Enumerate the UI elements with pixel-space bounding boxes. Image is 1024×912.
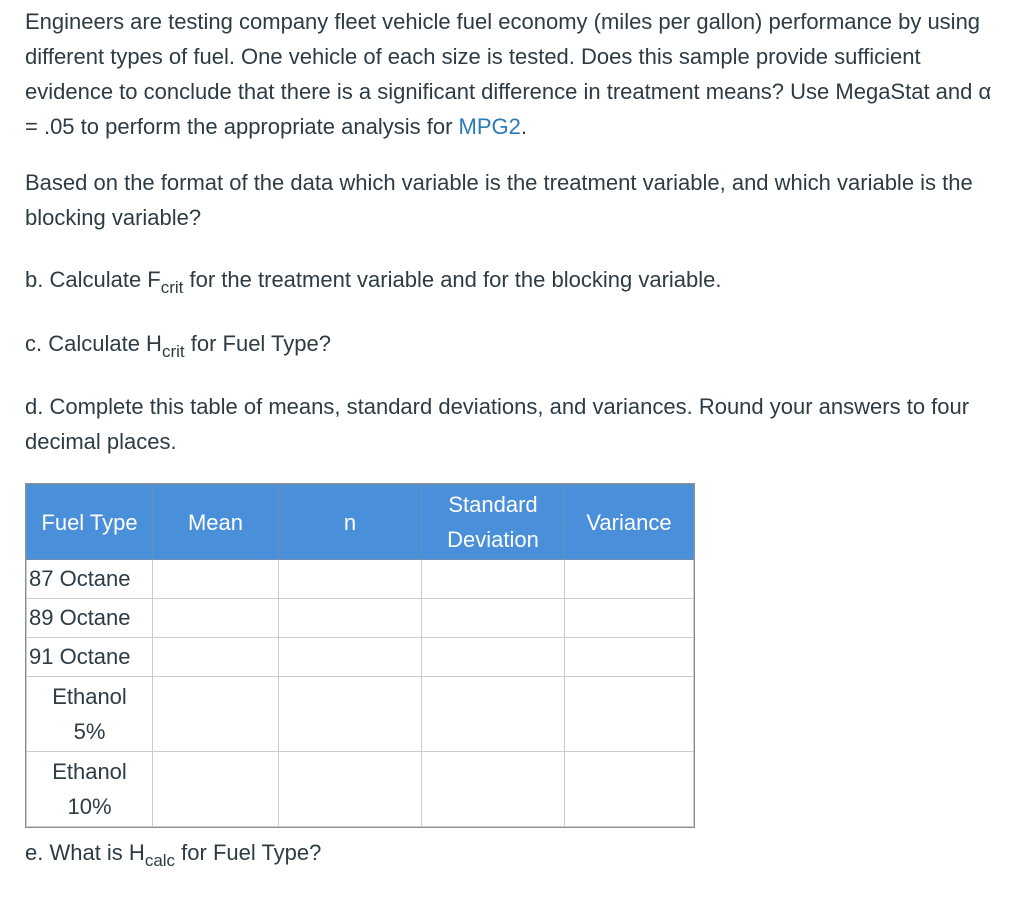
fuel-line1: Ethanol [52, 759, 127, 784]
mean-input-cell[interactable] [153, 638, 279, 677]
fuel-cell: 91 Octane [27, 638, 153, 677]
table-row [27, 677, 694, 752]
variance-input-cell[interactable] [565, 677, 694, 752]
n-input-cell[interactable] [279, 560, 422, 599]
n-input-cell[interactable] [279, 677, 422, 752]
variance-input-cell[interactable] [565, 560, 694, 599]
fuel-line1: Ethanol [52, 684, 127, 709]
intro-text: Engineers are testing company fleet vehicle fuel economy (miles per gallon) performance by using different types of fuel. One vehicle of each size is tested. Does this sample provide sufficient evidence to conclude that there is a significant difference in treatment means? Use MegaStat and α = .05 to perform the appropriate analysis for [25, 9, 992, 139]
std-dev-input-cell[interactable] [422, 752, 565, 827]
variance-input-cell[interactable] [565, 752, 694, 827]
std-dev-input-cell[interactable] [422, 677, 565, 752]
part-d-question: d. Complete this table of means, standard deviations, and variances. Round your answers to four decimal places. [25, 394, 970, 454]
header-std-dev-line1: Standard [448, 492, 538, 517]
std-dev-input-cell[interactable] [422, 599, 565, 638]
std-dev-input-cell[interactable] [422, 638, 565, 677]
header-variance: Variance [565, 485, 694, 560]
std-dev-input-cell[interactable] [422, 560, 565, 599]
header-n: n [279, 485, 422, 560]
fuel-line2: 5% [73, 719, 106, 744]
n-input-cell[interactable] [279, 638, 422, 677]
part-c-after: for Fuel Type? [184, 331, 331, 356]
header-mean: Mean [153, 485, 279, 560]
part-e-before: e. What is H [25, 840, 145, 865]
part-c-before: c. Calculate H [25, 331, 162, 356]
part-c-subscript: crit [161, 342, 185, 361]
part-e-after: for Fuel Type? [175, 840, 322, 865]
mpg2-data-link[interactable]: MPG2 [458, 114, 521, 139]
fuel-cell: 87 Octane [27, 560, 153, 599]
mean-input-cell[interactable] [153, 560, 279, 599]
part-b-subscript: crit [160, 278, 184, 297]
variance-input-cell[interactable] [565, 599, 694, 638]
fuel-cell [27, 677, 153, 752]
table-row [27, 638, 694, 677]
part-c-question [25, 326, 1005, 361]
part-b-after: for the treatment variable and for the blocking variable. [183, 267, 722, 292]
n-input-cell[interactable] [279, 599, 422, 638]
header-std-dev-line2: Deviation [447, 527, 539, 552]
intro-end: . [520, 114, 527, 139]
part-a-question: Based on the format of the data which variable is the treatment variable, and which variable is the blocking variable? [25, 170, 973, 230]
fuel-line2: 10% [67, 794, 112, 819]
header-fuel-type: Fuel Type [27, 485, 153, 560]
fuel-cell: 89 Octane [27, 599, 153, 638]
mean-input-cell[interactable] [153, 677, 279, 752]
means-table-wrapper [25, 483, 695, 828]
table-row [27, 560, 694, 599]
fuel-cell [27, 752, 153, 827]
part-e-question [25, 835, 1005, 870]
table-header-row [27, 485, 694, 560]
part-e-subscript: calc [144, 851, 176, 870]
table-row [27, 599, 694, 638]
table-row [27, 752, 694, 827]
mean-input-cell[interactable] [153, 599, 279, 638]
part-b-before: b. Calculate F [25, 267, 161, 292]
means-table [26, 484, 694, 827]
header-std-dev [422, 485, 565, 560]
mean-input-cell[interactable] [153, 752, 279, 827]
question-content [25, 4, 1005, 870]
n-input-cell[interactable] [279, 752, 422, 827]
variance-input-cell[interactable] [565, 638, 694, 677]
part-b-question [25, 262, 1005, 297]
question-intro [25, 4, 1005, 144]
